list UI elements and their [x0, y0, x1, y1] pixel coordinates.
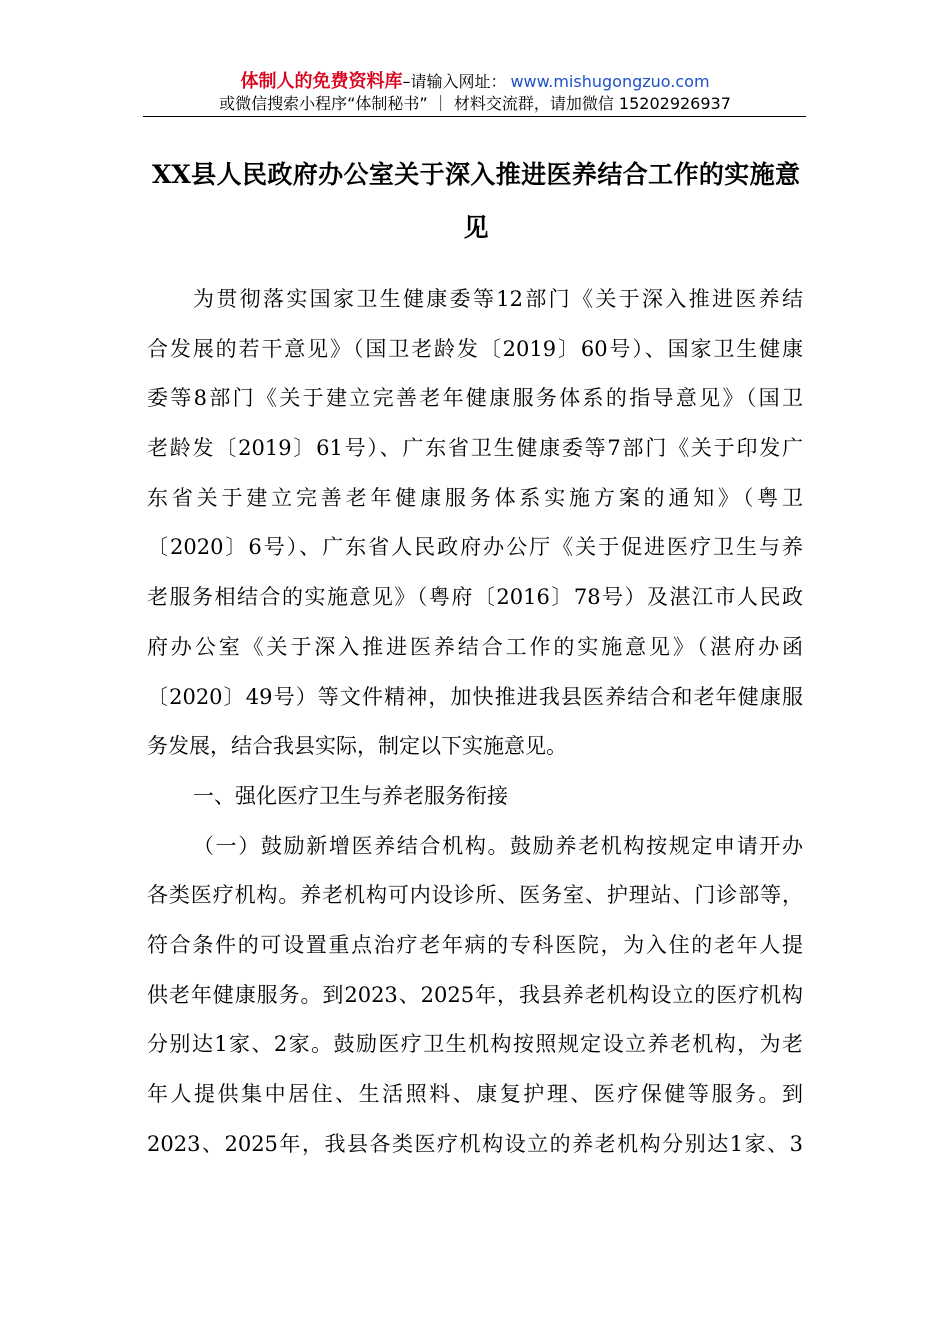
doc-title-line: 见 [463, 213, 489, 242]
body-paragraph-intro [147, 275, 803, 772]
header-brand: 体制人的免费资料库 [240, 71, 403, 92]
header-line-1 [0, 70, 950, 94]
body-line: 务发展，结合我县实际，制定以下实施意见。 [147, 734, 567, 759]
body-line: 为贯彻落实国家卫生健康委等12部门《关于深入推进医养结 [193, 287, 803, 311]
header-divider [143, 116, 806, 117]
body-line: 老龄发〔2019〕61号）、广东省卫生健康委等7部门《关于印发广 [147, 436, 803, 461]
header-wechat-line: 或微信搜索小程序“体制秘书” ｜ 材料交流群，请加微信 15202926937 [219, 94, 731, 113]
body-line: 供老年健康服务。到2023、2025年，我县养老机构设立的医疗机构 [147, 982, 803, 1007]
section-heading-line: 一、强化医疗卫生与养老服务衔接 [193, 783, 508, 808]
doc-title-line: XX县人民政府办公室关于深入推进医养结合工作的实施意 [152, 160, 800, 189]
body-line: 2023、2025年，我县各类医疗机构设立的养老机构分别达1家、3 [147, 1131, 803, 1156]
body-line: 〔2020〕49号）等文件精神，加快推进我县医养结合和老年健康服 [147, 684, 803, 709]
body-line: 分别达1家、2家。鼓励医疗卫生机构按照规定设立养老机构，为老 [147, 1032, 803, 1057]
header-url-prompt: –请输入网址： [402, 72, 507, 91]
body-line: （一）鼓励新增医养结合机构。鼓励养老机构按规定申请开办 [193, 833, 803, 858]
body-line: 年人提供集中居住、生活照料、康复护理、医疗保健等服务。到 [147, 1082, 803, 1106]
section-heading [147, 772, 803, 822]
doc-body [147, 275, 803, 1169]
body-line: 府办公室《关于深入推进医养结合工作的实施意见》（湛府办函 [147, 634, 803, 659]
body-line: 委等8部门《关于建立完善老年健康服务体系的指导意见》（国卫 [147, 386, 803, 411]
doc-title [152, 148, 800, 254]
body-line: 老服务相结合的实施意见》（粤府〔2016〕78号）及湛江市人民政 [147, 585, 803, 610]
body-line: 东省关于建立完善老年健康服务体系实施方案的通知》（粤卫 [147, 485, 803, 510]
body-line: 各类医疗机构。养老机构可内设诊所、医务室、护理站、门诊部等， [147, 883, 803, 908]
body-line: 合发展的若干意见》（国卫老龄发〔2019〕60号）、国家卫生健康 [147, 336, 803, 361]
body-line: 〔2020〕6号）、广东省人民政府办公厅《关于促进医疗卫生与养 [147, 535, 803, 560]
header-url-link[interactable]: www.mishugongzuo.com [510, 72, 710, 91]
body-line: 符合条件的可设置重点治疗老年病的专科医院，为入住的老年人提 [147, 932, 803, 957]
body-paragraph-item-1 [147, 822, 803, 1170]
